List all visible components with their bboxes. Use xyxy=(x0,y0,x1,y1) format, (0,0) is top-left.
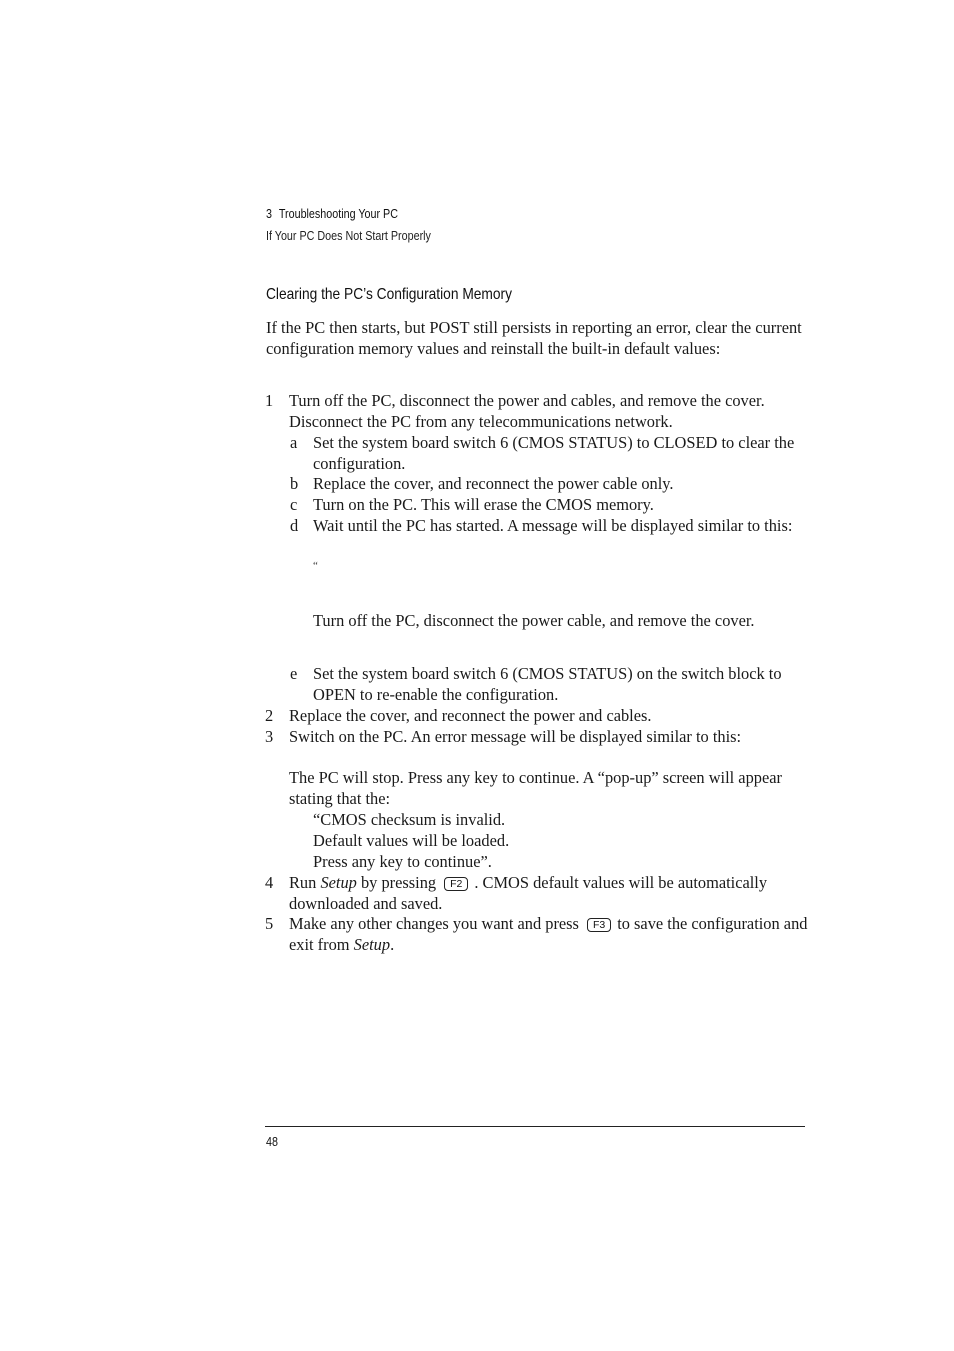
step-text-part: . CMOS default values will be automatically downloaded and saved. xyxy=(289,873,768,913)
setup-emphasis: Setup xyxy=(320,873,357,892)
intro-paragraph: If the PC then starts, but POST still persists in reporting an error, clear the current configuration memory values and reinstall the built-in default values: xyxy=(266,318,802,358)
substep-text: Wait until the PC has started. A message will be displayed similar to this: xyxy=(313,516,793,535)
step-text xyxy=(289,914,810,956)
step-text xyxy=(289,873,810,915)
step-number: 3 xyxy=(265,727,274,746)
step-text-part: to save the configuration and exit from xyxy=(289,914,808,954)
page-number: 48 xyxy=(266,1135,278,1149)
substep-letter: e xyxy=(290,664,298,683)
substep-d-followup: Turn off the PC, disconnect the power cable, and remove the cover. xyxy=(313,611,755,630)
chapter-title: Troubleshooting Your PC xyxy=(278,207,398,221)
step-text-part: Run xyxy=(289,873,317,892)
f3-key-icon: F3 xyxy=(587,918,611,932)
step-number: 4 xyxy=(265,873,274,892)
running-header-section: If Your PC Does Not Start Properly xyxy=(266,229,431,243)
running-header-chapter xyxy=(266,207,398,221)
f2-key-icon: F2 xyxy=(444,877,468,891)
step-number: 2 xyxy=(265,706,274,725)
substep-text: Set the system board switch 6 (CMOS STATUS) on the switch block to OPEN to re-enable the configuration. xyxy=(313,664,782,704)
substep-d-quote-mark: “ xyxy=(313,560,318,572)
substep-letter: d xyxy=(290,516,299,535)
step-text-part: . xyxy=(390,934,395,954)
setup-emphasis: Setup xyxy=(353,934,391,954)
popup-line: Press any key to continue”. xyxy=(313,852,492,871)
step-text: Turn off the PC, disconnect the power and cables, and remove the cover. Disconnect the PC from any telecommunications network. xyxy=(289,391,765,431)
substep-letter: a xyxy=(290,433,298,452)
chapter-number: 3 xyxy=(266,207,272,221)
substep-text: Set the system board switch 6 (CMOS STATUS) to CLOSED to clear the configuration. xyxy=(313,433,795,473)
section-heading: Clearing the PC’s Configuration Memory xyxy=(266,286,513,303)
substep-text: Replace the cover, and reconnect the power cable only. xyxy=(313,474,674,493)
popup-line: “CMOS checksum is invalid. xyxy=(313,810,506,829)
step-text: Switch on the PC. An error message will be displayed similar to this: xyxy=(289,727,742,746)
footer-rule xyxy=(265,1126,805,1127)
popup-line: Default values will be loaded. xyxy=(313,831,510,850)
step-3-followup: The PC will stop. Press any key to continue. A “pop-up” screen will appear stating that the: xyxy=(289,768,782,808)
substep-letter: c xyxy=(290,495,298,514)
step-text: Replace the cover, and reconnect the power and cables. xyxy=(289,706,652,725)
substep-text: Turn on the PC. This will erase the CMOS memory. xyxy=(313,495,654,514)
substep-letter: b xyxy=(290,474,299,493)
step-text-part: Make any other changes you want and press xyxy=(289,914,579,933)
step-text-part: by pressing xyxy=(360,873,437,892)
step-number: 5 xyxy=(265,914,274,933)
step-number: 1 xyxy=(265,391,274,410)
